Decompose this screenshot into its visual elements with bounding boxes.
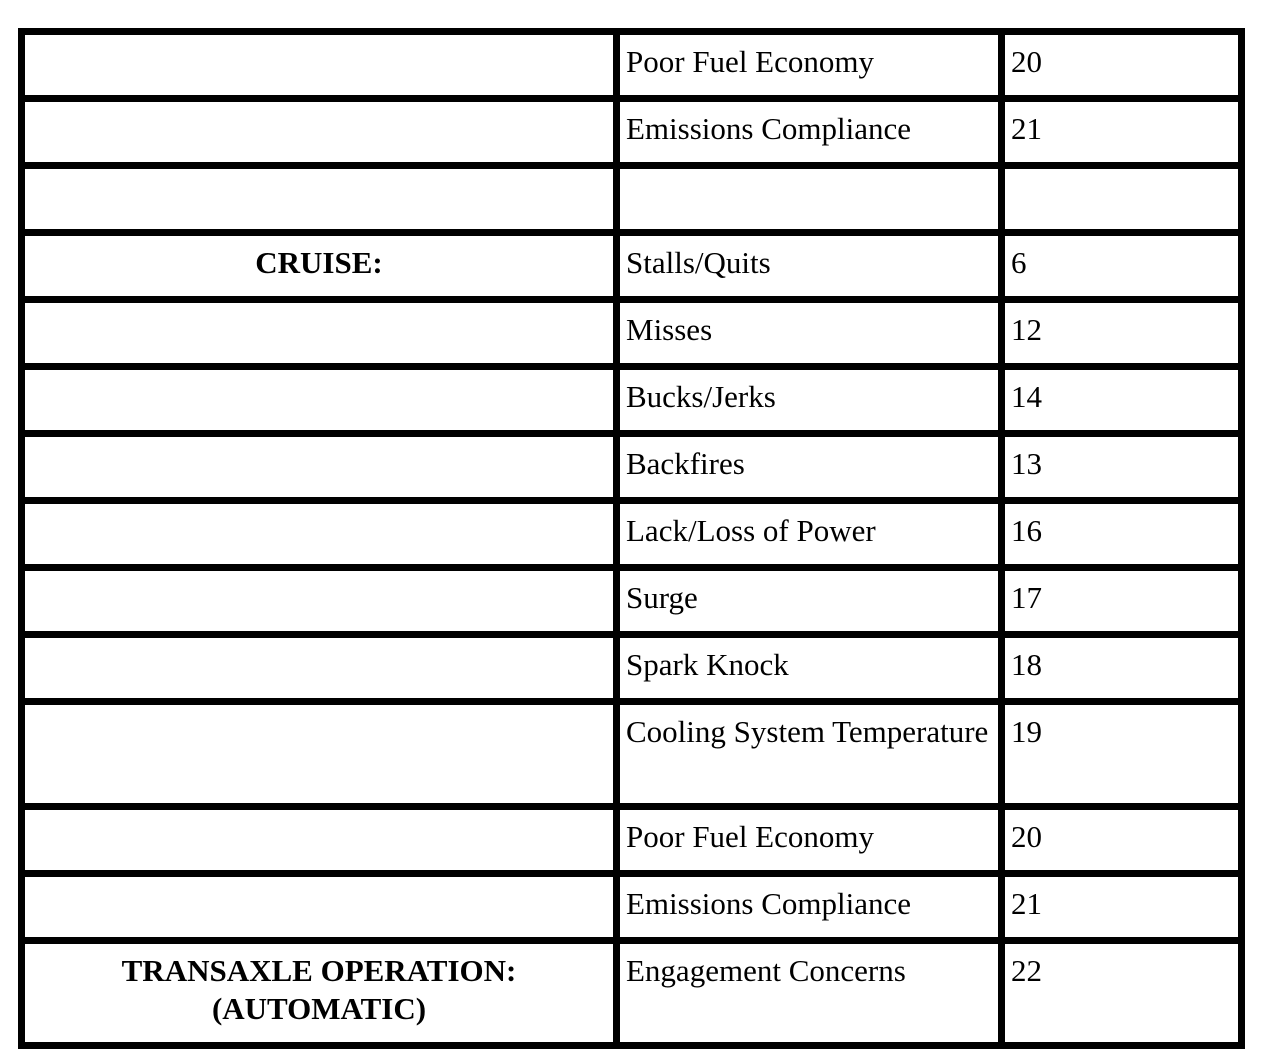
symptom-text: Emissions Compliance <box>626 886 912 921</box>
table-row <box>22 501 1242 568</box>
symptom-cell <box>617 367 1002 434</box>
chart-number-text: 18 <box>1011 647 1042 682</box>
symptom-cell <box>617 434 1002 501</box>
condition-text: TRANSAXLE OPERATION: (AUTOMATIC) <box>121 953 517 1026</box>
chart-number-cell <box>1002 99 1242 166</box>
table-row <box>22 568 1242 635</box>
chart-number-text: 21 <box>1011 886 1042 921</box>
condition-cell <box>22 807 617 874</box>
condition-cell <box>22 941 617 1046</box>
chart-number-text: 20 <box>1011 44 1042 79</box>
chart-number-text: 6 <box>1011 245 1027 280</box>
chart-number-cell <box>1002 941 1242 1046</box>
table-row <box>22 635 1242 702</box>
table-row <box>22 99 1242 166</box>
symptom-cell <box>617 702 1002 807</box>
chart-number-cell <box>1002 434 1242 501</box>
chart-number-text: 17 <box>1011 580 1042 615</box>
symptom-cell <box>617 233 1002 300</box>
table-row <box>22 233 1242 300</box>
condition-cell <box>22 99 617 166</box>
symptom-text: Lack/Loss of Power <box>626 513 876 548</box>
symptom-cell <box>617 807 1002 874</box>
table-row <box>22 367 1242 434</box>
condition-cell <box>22 32 617 99</box>
symptom-cell <box>617 635 1002 702</box>
condition-cell <box>22 874 617 941</box>
table-row <box>22 874 1242 941</box>
chart-number-text: 21 <box>1011 111 1042 146</box>
condition-cell <box>22 568 617 635</box>
chart-number-cell <box>1002 635 1242 702</box>
symptom-cell <box>617 941 1002 1046</box>
symptom-cell <box>617 300 1002 367</box>
symptom-text: Bucks/Jerks <box>626 379 776 414</box>
symptom-text: Stalls/Quits <box>626 245 771 280</box>
symptom-cell <box>617 501 1002 568</box>
chart-number-text: 22 <box>1011 953 1042 988</box>
symptom-text: Spark Knock <box>626 647 789 682</box>
symptom-text: Misses <box>626 312 713 347</box>
symptom-cell <box>617 99 1002 166</box>
table-row <box>22 300 1242 367</box>
chart-number-text: 14 <box>1011 379 1042 414</box>
symptom-cell <box>617 874 1002 941</box>
condition-cell <box>22 233 617 300</box>
condition-cell <box>22 635 617 702</box>
chart-number-cell <box>1002 166 1242 233</box>
chart-number-cell <box>1002 300 1242 367</box>
chart-number-text: 13 <box>1011 446 1042 481</box>
chart-number-cell <box>1002 568 1242 635</box>
table-row <box>22 166 1242 233</box>
condition-cell <box>22 501 617 568</box>
chart-number-cell <box>1002 807 1242 874</box>
chart-number-cell <box>1002 32 1242 99</box>
condition-text: CRUISE: <box>255 245 383 280</box>
symptom-text: Poor Fuel Economy <box>626 819 874 854</box>
table-row <box>22 807 1242 874</box>
symptom-text: Surge <box>626 580 698 615</box>
chart-number-cell <box>1002 874 1242 941</box>
chart-number-text: 12 <box>1011 312 1042 347</box>
chart-number-cell <box>1002 233 1242 300</box>
symptom-cell <box>617 166 1002 233</box>
symptom-text: Engagement Concerns <box>626 953 906 988</box>
symptom-text: Backfires <box>626 446 745 481</box>
symptom-text: Cooling System Temperature <box>626 714 989 749</box>
symptom-text: Poor Fuel Economy <box>626 44 874 79</box>
condition-cell <box>22 300 617 367</box>
condition-cell <box>22 367 617 434</box>
table-row <box>22 702 1242 807</box>
symptom-table <box>18 28 1245 1049</box>
table-row <box>22 32 1242 99</box>
condition-cell <box>22 702 617 807</box>
chart-number-text: 20 <box>1011 819 1042 854</box>
chart-number-text: 16 <box>1011 513 1042 548</box>
condition-cell <box>22 166 617 233</box>
symptom-cell <box>617 32 1002 99</box>
chart-number-cell <box>1002 702 1242 807</box>
chart-number-cell <box>1002 501 1242 568</box>
table-row <box>22 941 1242 1046</box>
condition-cell <box>22 434 617 501</box>
chart-number-text: 19 <box>1011 714 1042 749</box>
symptom-cell <box>617 568 1002 635</box>
table-row <box>22 434 1242 501</box>
chart-number-cell <box>1002 367 1242 434</box>
symptom-text: Emissions Compliance <box>626 111 912 146</box>
